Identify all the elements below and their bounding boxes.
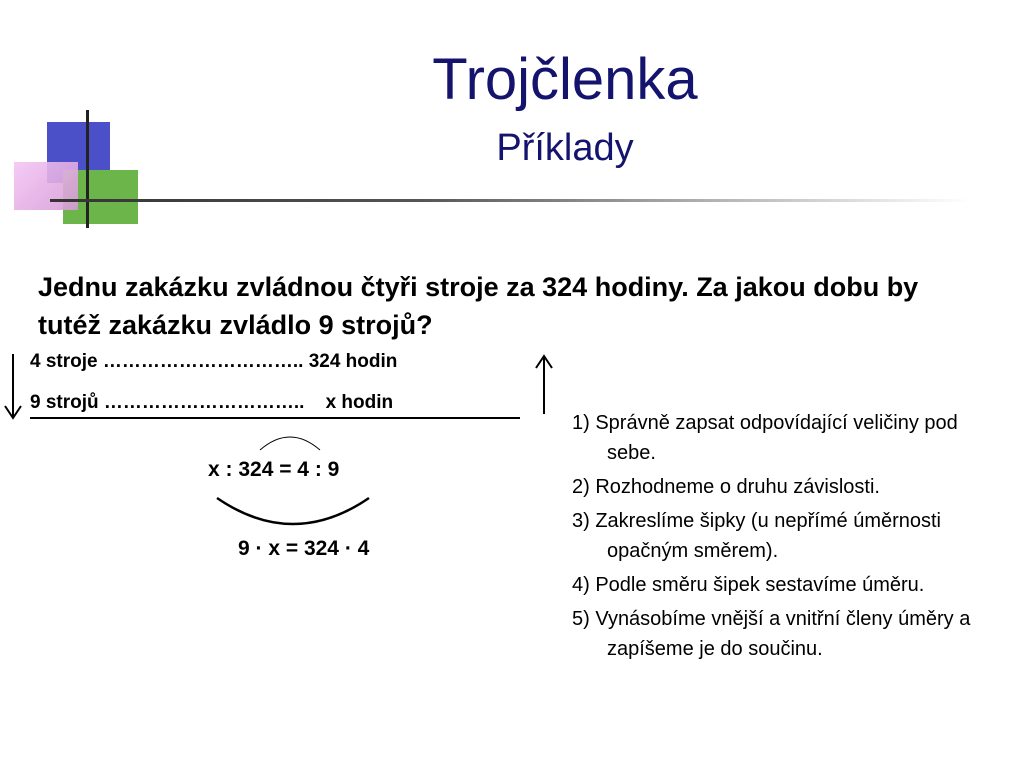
down-arrow-icon [0,350,30,425]
table-row-machines-9: 9 strojů ………………………….. x hodin [30,392,394,413]
table-divider [30,417,520,419]
product-equation: 9 · x = 324 · 4 [238,537,370,560]
outer-terms-arc [205,488,385,528]
decor-pink-square [14,162,78,210]
problem-statement: Jednu zakázku zvládnou čtyři stroje za 324 hodiny. Za jakou dobu by tutéž zakázku zvládlo 9 strojů? [38,272,919,340]
decor-horizontal-line [50,199,970,202]
decor-vertical-line [86,110,89,228]
up-arrow-icon [530,352,560,418]
table-row-machines-4: 4 stroje ………………………….. 324 hodin [30,351,398,372]
step-item: 3) Zakreslíme šipky (u nepřímé úměrnosti opačným směrem). [572,510,942,562]
step-item: 2) Rozhodneme o druhu závislosti. [572,476,880,498]
slide-subtitle: Příklady [496,127,634,169]
step-item: 4) Podle směru šipek sestavíme úměru. [572,574,925,596]
slide-title: Trojčlenka [432,47,698,112]
steps-list [572,408,1012,668]
step-item: 1) Správně zapsat odpovídající veličiny pod sebe. [572,412,958,464]
proportion-equation: x : 324 = 4 : 9 [208,458,340,481]
inner-terms-arc [250,430,330,454]
step-item: 5) Vynásobíme vnější a vnitřní členy úměry a zapíšeme je do součinu. [572,608,971,660]
